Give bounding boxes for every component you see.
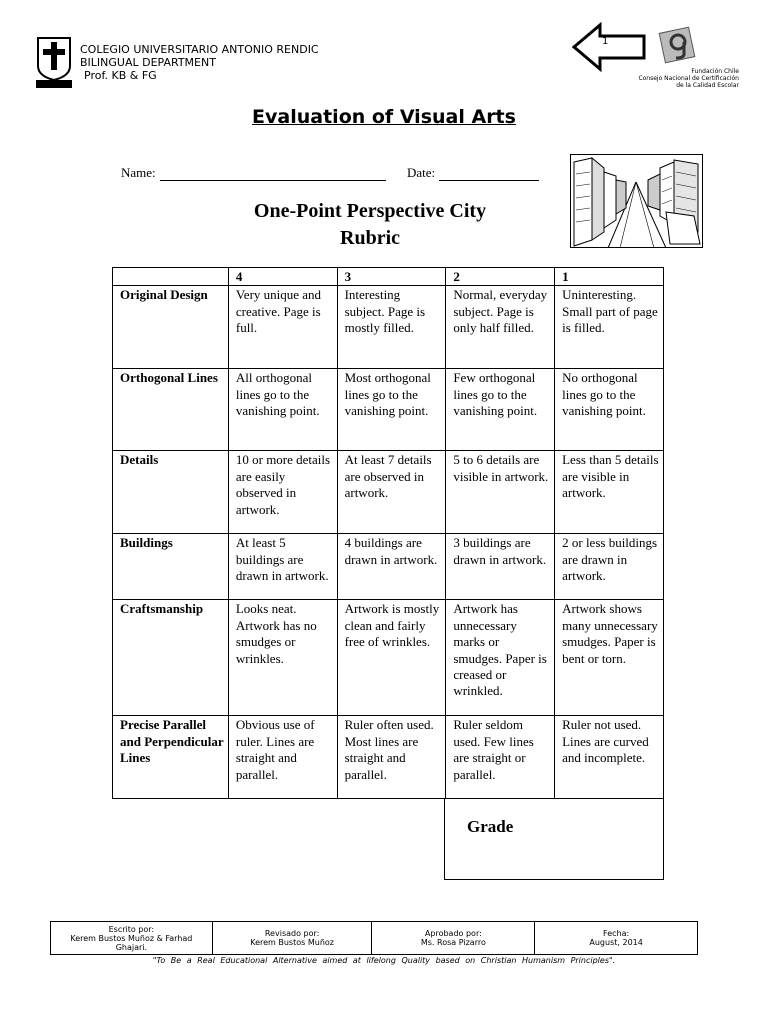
name-field[interactable] <box>121 165 386 181</box>
school-info <box>80 43 319 82</box>
rubric-cell: 3 buildings are drawn in artwork. <box>446 534 555 600</box>
criterion-cell: Original Design <box>113 286 229 369</box>
rubric-cell: At least 5 buildings are drawn in artwork. <box>228 534 337 600</box>
footer-reviewed-cell: Revisado por: Kerem Bustos Muñoz <box>212 922 372 955</box>
school-crest-logo <box>34 36 74 88</box>
grade-label: Grade <box>467 817 514 836</box>
rubric-cell: 2 or less buildings are drawn in artwork. <box>555 534 664 600</box>
rubric-cell: Artwork shows many unnecessary smudges. Paper is bent or torn. <box>555 600 664 716</box>
table-row <box>113 534 664 600</box>
school-name: COLEGIO UNIVERSITARIO ANTONIO RENDIC <box>80 43 319 56</box>
header-cell-3: 3 <box>337 268 446 286</box>
perspective-city-illustration <box>570 154 703 248</box>
footer-date-cell: Fecha: August, 2014 <box>535 922 698 955</box>
table-row <box>113 286 664 369</box>
rubric-cell: Obvious use of ruler. Lines are straight and parallel. <box>228 716 337 799</box>
rubric-cell: 5 to 6 details are visible in artwork. <box>446 451 555 534</box>
date-field[interactable] <box>407 165 539 181</box>
rubric-cell: All orthogonal lines go to the vanishing point. <box>228 369 337 451</box>
header-cell-1: 1 <box>555 268 664 286</box>
rubric-table <box>112 267 664 799</box>
rubric-cell: No orthogonal lines go to the vanishing point. <box>555 369 664 451</box>
rubric-cell: Artwork is mostly clean and fairly free of wrinkles. <box>337 600 446 716</box>
criterion-cell: Orthogonal Lines <box>113 369 229 451</box>
table-row <box>113 451 664 534</box>
fundacion-chile-logo <box>654 24 702 64</box>
page-number: 1 <box>602 36 609 47</box>
rubric-cell: Ruler often used. Most lines are straight and parallel. <box>337 716 446 799</box>
name-label: Name: <box>121 165 156 180</box>
rubric-cell: Artwork has unnecessary marks or smudges. Paper is creased or wrinkled. <box>446 600 555 716</box>
rubric-cell: Few orthogonal lines go to the vanishing point. <box>446 369 555 451</box>
table-row <box>113 600 664 716</box>
footer-written-cell: Escrito por: Kerem Bustos Muñoz & Farhad Ghajari. <box>51 922 213 955</box>
back-arrow-icon <box>572 22 646 72</box>
table-row <box>113 369 664 451</box>
rubric-title: One-Point Perspective City Rubric <box>253 200 487 249</box>
professors: Prof. KB & FG <box>84 69 157 82</box>
rubric-cell: Looks neat. Artwork has no smudges or wrinkles. <box>228 600 337 716</box>
rubric-header-row <box>113 268 664 286</box>
rubric-cell: 10 or more details are easily observed in artwork. <box>228 451 337 534</box>
criterion-cell: Buildings <box>113 534 229 600</box>
rubric-cell: Interesting subject. Page is mostly filled. <box>337 286 446 369</box>
rubric-cell: Very unique and creative. Page is full. <box>228 286 337 369</box>
rubric-cell: Uninteresting. Small part of page is filled. <box>555 286 664 369</box>
rubric-cell: Most orthogonal lines go to the vanishing point. <box>337 369 446 451</box>
rubric-cell: At least 7 details are observed in artwork. <box>337 451 446 534</box>
rubric-cell: Less than 5 details are visible in artwork. <box>555 451 664 534</box>
rubric-cell: Normal, everyday subject. Page is only half filled. <box>446 286 555 369</box>
page-header <box>34 36 739 96</box>
grade-box[interactable] <box>444 799 664 880</box>
fundacion-caption: Fundación Chile Consejo Nacional de Certificación de la Calidad Escolar <box>638 68 739 89</box>
header-cell-2: 2 <box>446 268 555 286</box>
footer-table <box>50 921 698 955</box>
criterion-cell: Precise Parallel and Perpendicular Lines <box>113 716 229 799</box>
criterion-cell: Details <box>113 451 229 534</box>
rubric-cell: Ruler not used. Lines are curved and incomplete. <box>555 716 664 799</box>
table-row <box>113 716 664 799</box>
header-cell-criterion <box>113 268 229 286</box>
criterion-cell: Craftsmanship <box>113 600 229 716</box>
department-name: BILINGUAL DEPARTMENT <box>80 56 216 69</box>
document-title: Evaluation of Visual Arts <box>252 106 516 128</box>
header-cell-4: 4 <box>228 268 337 286</box>
date-label: Date: <box>407 165 436 180</box>
rubric-cell: Ruler seldom used. Few lines are straight or parallel. <box>446 716 555 799</box>
rubric-cell: 4 buildings are drawn in artwork. <box>337 534 446 600</box>
school-motto: "To Be a Real Educational Alternative aimed at lifelong Quality based on Christian Humanism Principles". <box>152 956 616 965</box>
footer-approved-cell: Aprobado por: Ms. Rosa Pizarro <box>372 922 535 955</box>
